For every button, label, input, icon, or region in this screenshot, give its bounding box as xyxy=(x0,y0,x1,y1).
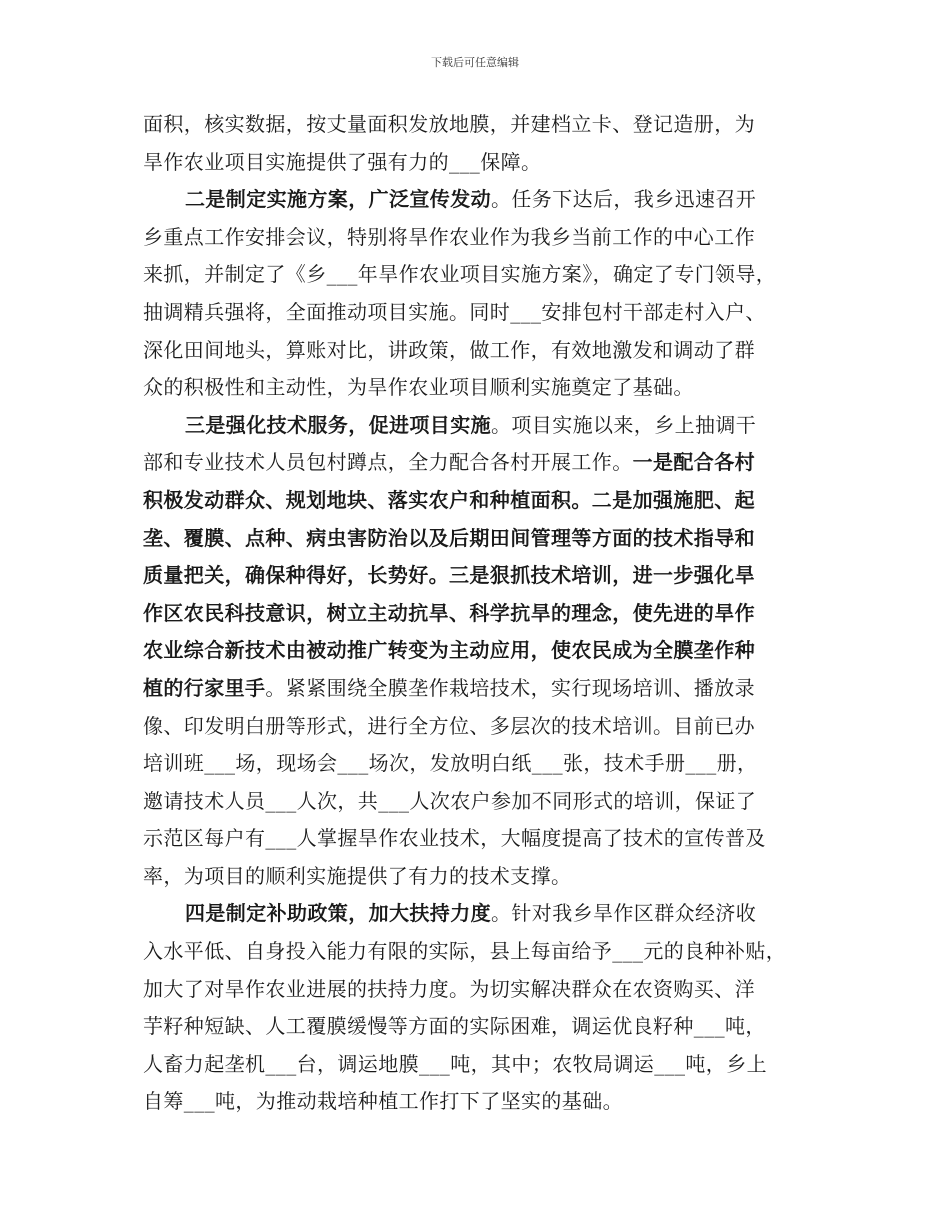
paragraph-line xyxy=(143,745,813,783)
paragraph-line xyxy=(143,407,813,445)
bold-text-run: 二是制定实施方案，广泛宣传发动 xyxy=(185,187,491,212)
text-run: 培训班___场，现场会___场次，发放明白纸___张，技术手册___册， xyxy=(143,751,758,776)
paragraph-line xyxy=(143,144,813,182)
text-run: 加大了对旱作农业进展的扶持力度。为切实解决群众在农资购买、洋 xyxy=(143,976,755,1001)
text-run: 。紧紧围绕全膜垄作栽培技术，实行现场培训、播放录 xyxy=(265,675,756,700)
text-run: 入水平低、自身投入能力有限的实际，县上每亩给予___元的良种补贴， xyxy=(143,939,787,964)
paragraph-line xyxy=(143,933,813,971)
paragraph-line xyxy=(143,444,813,482)
paragraph-line xyxy=(143,670,813,708)
paragraph-line xyxy=(143,557,813,595)
paragraph-line xyxy=(143,219,813,257)
bold-text-run: 植的行家里手 xyxy=(143,675,266,700)
paragraph-line xyxy=(143,783,813,821)
paragraph-line xyxy=(143,632,813,670)
text-run: 抽调精兵强将，全面推动项目实施。同时___安排包村干部走村入户、 xyxy=(143,299,766,324)
paragraph-line xyxy=(143,1046,813,1084)
bold-text-run: 积极发动群众、规划地块、落实农户和种植面积。二是加强施肥、起 xyxy=(143,487,755,512)
paragraph-line xyxy=(143,1008,813,1046)
text-run: 部和专业技术人员包村蹲点，全力配合各村开展工作。 xyxy=(143,450,633,475)
paragraph-line xyxy=(143,820,813,858)
text-run: 旱作农业项目实施提供了强有力的___保障。 xyxy=(143,149,542,174)
paragraph-line xyxy=(143,482,813,520)
text-run: 。项目实施以来，乡上抽调干 xyxy=(491,412,757,437)
paragraph-line xyxy=(143,895,813,933)
bold-text-run: 一是配合各村 xyxy=(632,450,756,475)
text-run: 邀请技术人员___人次，共___人次农户参加不同形式的培训，保证了 xyxy=(143,788,757,813)
paragraph-line xyxy=(143,294,813,332)
text-run: 率，为项目的顺利实施提供了有力的技术支撑。 xyxy=(143,863,572,888)
paragraph-line xyxy=(143,332,813,370)
text-run: 示范区每户有___人掌握旱作农业技术，大幅度提高了技术的宣传普及 xyxy=(143,826,766,851)
paragraph-line xyxy=(143,1083,813,1121)
text-run: 自筹___吨，为推动栽培种植工作打下了坚实的基础。 xyxy=(143,1089,623,1114)
text-run: 深化田间地头，算账对比，讲政策，做工作，有效地激发和调动了群 xyxy=(143,337,755,362)
text-run: 。任务下达后，我乡迅速召开 xyxy=(491,187,757,212)
text-run: 乡重点工作安排会议，特别将旱作农业作为我乡当前工作的中心工作 xyxy=(143,224,755,249)
paragraph-line xyxy=(143,256,813,294)
paragraph-line xyxy=(143,106,813,144)
document-body xyxy=(143,106,813,1121)
text-run: 。针对我乡旱作区群众经济收 xyxy=(491,901,757,926)
bold-text-run: 三是强化技术服务，促进项目实施 xyxy=(185,412,491,437)
paragraph-line xyxy=(143,971,813,1009)
text-run: 人畜力起垄机___台，调运地膜___吨，其中；农牧局调运___吨，乡上 xyxy=(143,1051,767,1076)
paragraph-line xyxy=(143,595,813,633)
text-run: 来抓，并制定了《乡___年旱作农业项目实施方案》，确定了专门领导， xyxy=(143,262,777,287)
bold-text-run: 垄、覆膜、点种、病虫害防治以及后期田间管理等方面的技术指导和 xyxy=(143,525,755,550)
paragraph-line xyxy=(143,181,813,219)
text-run: 像、印发明白册等形式，进行全方位、多层次的技术培训。目前已办 xyxy=(143,713,755,738)
page-header: 下载后可任意编辑 xyxy=(431,56,519,69)
bold-text-run: 农业综合新技术由被动推广转变为主动应用，使农民成为全膜垄作种 xyxy=(143,638,755,663)
text-run: 芋籽种短缺、人工覆膜缓慢等方面的实际困难，调运优良籽种___吨， xyxy=(143,1014,766,1039)
bold-text-run: 四是制定补助政策，加大扶持力度 xyxy=(185,901,491,926)
text-run: 众的积极性和主动性，为旱作农业项目顺利实施奠定了基础。 xyxy=(143,375,694,400)
paragraph-line xyxy=(143,858,813,896)
paragraph-line xyxy=(143,708,813,746)
paragraph-line xyxy=(143,369,813,407)
paragraph-line xyxy=(143,520,813,558)
text-run: 面积，核实数据，按丈量面积发放地膜，并建档立卡、登记造册，为 xyxy=(143,112,755,136)
bold-text-run: 作区农民科技意识，树立主动抗旱、科学抗旱的理念，使先进的旱作 xyxy=(143,600,755,625)
bold-text-run: 质量把关，确保种得好，长势好。三是狠抓技术培训，进一步强化旱 xyxy=(143,563,755,588)
